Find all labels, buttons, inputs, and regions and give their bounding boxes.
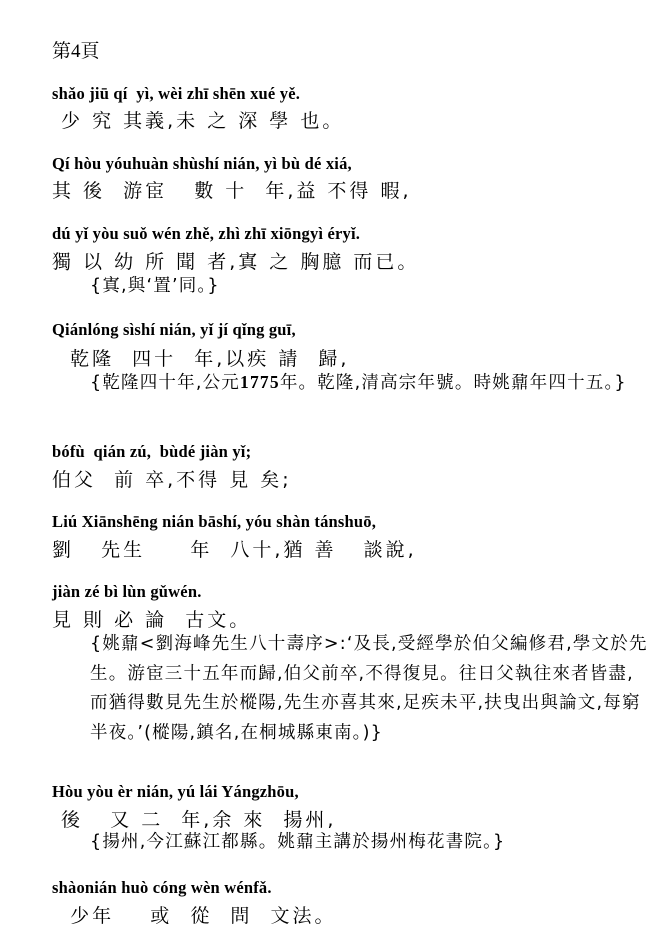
hanzi-line: 見 則 必 論 古文。 <box>52 609 252 631</box>
pinyin-line: dú yǐ yòu suǒ wén zhě, zhì zhī xiōngyì éryǐ. <box>52 224 361 243</box>
page-number: 第4頁 <box>52 41 100 62</box>
pinyin-line: jiàn zé bì lùn gǔwén. <box>52 582 202 601</box>
hanzi-line: 少 究 其義,未 之 深 學 也。 <box>52 110 345 132</box>
pinyin-line: Liú Xiānshēng nián bāshí, yóu shàn tánshuō, <box>52 512 377 531</box>
pinyin-line: bófù qián zú, bùdé jiàn yǐ; <box>52 442 252 461</box>
pinyin-line: Hòu yòu èr nián, yú lái Yángzhōu, <box>52 782 299 801</box>
hanzi-line: 後 又 二 年,余 來 揚州, <box>52 809 337 831</box>
pinyin-line: Qiánlóng sìshí nián, yǐ jí qǐng guī, <box>52 320 296 339</box>
pinyin-line: Qí hòu yóuhuàn shùshí nián, yì bù dé xiá, <box>52 154 352 173</box>
hanzi-line: 劉 先生 年 八十,猶 善 談說, <box>52 539 417 561</box>
hanzi-line: 少年 或 從 問 文法。 <box>52 905 337 927</box>
annotation-note: {寘,與‘置’同。} <box>90 276 220 296</box>
annotation-note: {乾隆四十年,公元1775年。乾隆,清高宗年號。時姚鼐年四十五。} <box>90 372 627 393</box>
annotation-note: {姚鼐<劉海峰先生八十壽序>:‘及長,受經學於伯父編修君,學文於先生。游宦三十五年而歸,伯父前卒,不得復見。往日父執往來者皆盡,而猶得數見先生於樅陽,先生亦喜其來,足疾未平,扶曳出與論文,每窮半夜。’(樅陽,鎮名,在桐城縣東南。)} <box>90 634 648 743</box>
hanzi-line: 乾隆 四十 年,以疾 請 歸, <box>52 348 350 370</box>
annotation-note: {揚州,今江蘇江都縣。姚鼐主講於揚州梅花書院。} <box>90 832 506 852</box>
pinyin-line: shàonián huò cóng wèn wénfǎ. <box>52 878 272 897</box>
pinyin-line: shǎo jiū qí yì, wèi zhī shēn xué yě. <box>52 84 301 103</box>
hanzi-line: 其 後 游宦 數 十 年,益 不得 暇, <box>52 180 412 202</box>
hanzi-line: 伯父 前 卒,不得 見 矣; <box>52 469 292 491</box>
hanzi-line: 獨 以 幼 所 聞 者,寘 之 胸臆 而已。 <box>52 251 420 273</box>
